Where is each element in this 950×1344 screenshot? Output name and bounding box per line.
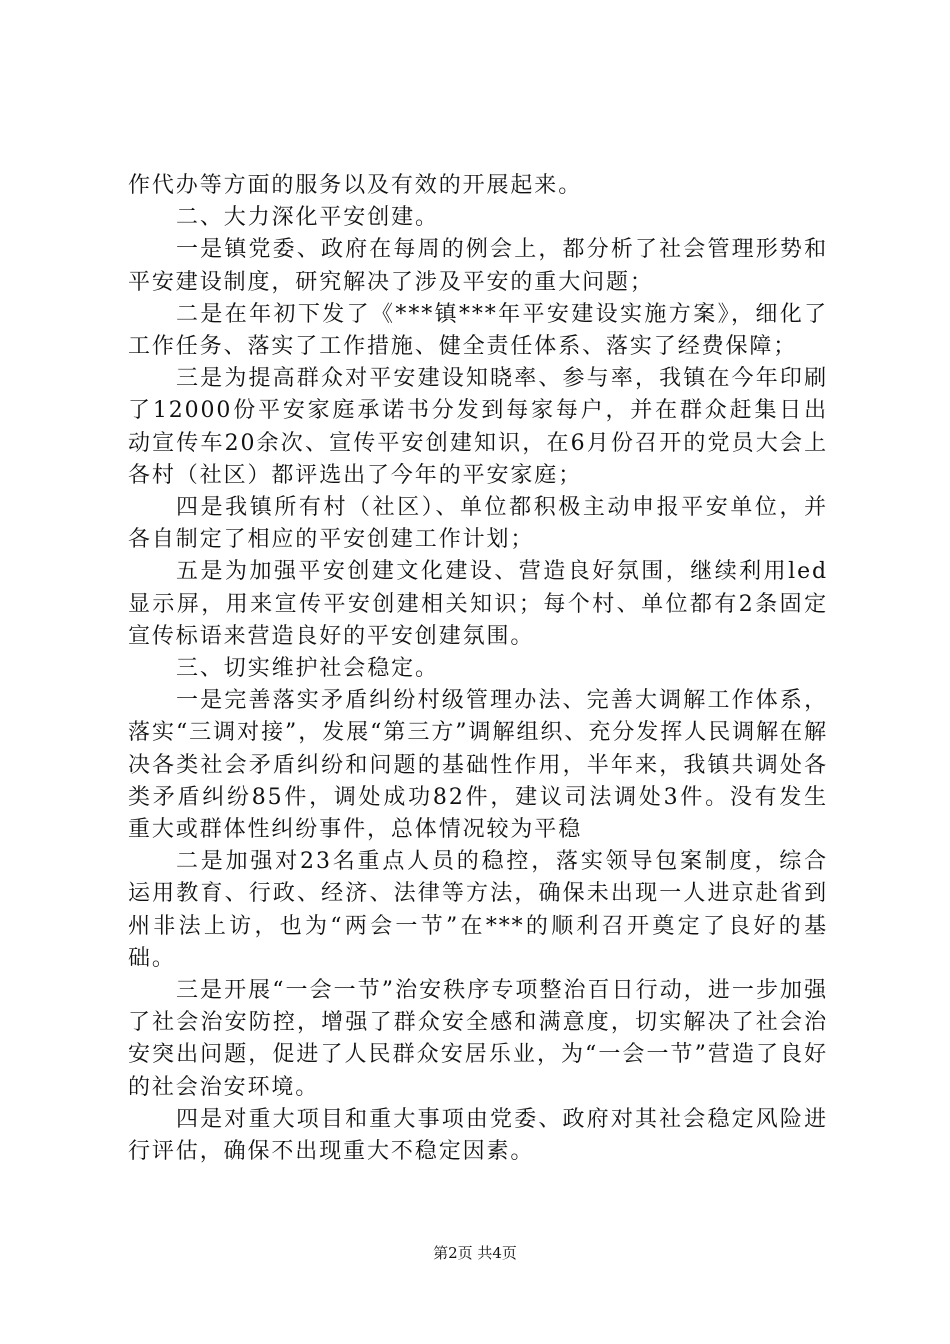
paragraph-continuation: 作代办等方面的服务以及有效的开展起来。: [128, 173, 583, 198]
section-heading-2: 二、大力深化平安创建。: [176, 205, 439, 231]
paragraph: 一是完善落实矛盾纠纷村级管理办法、完善大调解工作体系，落实“三调对接”，发展“第三方”调解组织、充分发挥人民调解在解决各类社会矛盾纠纷和问题的基础性作用，半年来，我镇共调处各类矛盾纠纷85件，调处成功82件，建议司法调处3件。没有发生重大或群体性纠纷事件，总体情况较为平稳: [128, 688, 828, 843]
paragraph: 三是为提高群众对平安建设知晓率、参与率，我镇在今年印刷了12000份平安家庭承诺书分发到每家每户，并在群众赶集日出动宣传车20余次、宣传平安创建知识，在6月份召开的党员大会上各村（社区）都评选出了今年的平安家庭；: [128, 366, 828, 488]
paragraph: 二是加强对23名重点人员的稳控，落实领导包案制度，综合运用教育、行政、经济、法律等方法，确保未出现一人进京赴省到州非法上访，也为“两会一节”在***的顺利召开奠定了良好的基础。: [128, 849, 828, 971]
document-body: [128, 170, 828, 1168]
paragraph: 二是在年初下发了《***镇***年平安建设实施方案》，细化了工作任务、落实了工作措施、健全责任体系、落实了经费保障；: [128, 301, 828, 360]
paragraph: 一是镇党委、政府在每周的例会上，都分析了社会管理形势和平安建设制度，研究解决了涉及平安的重大问题；: [128, 237, 828, 295]
paragraph: 四是我镇所有村（社区）、单位都积极主动申报平安单位，并各自制定了相应的平安创建工作计划；: [128, 495, 828, 553]
paragraph: 五是为加强平安创建文化建设、营造良好氛围，继续利用led显示屏，用来宣传平安创建相关知识；每个村、单位都有2条固定宣传标语来营造良好的平安创建氛围。: [128, 559, 828, 649]
paragraph: 四是对重大项目和重大事项由党委、政府对其社会稳定风险进行评估，确保不出现重大不稳定因素。: [128, 1106, 828, 1165]
paragraph: 三是开展“一会一节”治安秩序专项整治百日行动，进一步加强了社会治安防控，增强了群众安全感和满意度，切实解决了社会治安突出问题，促进了人民群众安居乐业，为“一会一节”营造了良好的社会治安环境。: [128, 978, 828, 1100]
section-heading-3: 三、切实维护社会稳定。: [176, 656, 439, 682]
page-number-footer: 第2页 共4页: [433, 1244, 517, 1262]
